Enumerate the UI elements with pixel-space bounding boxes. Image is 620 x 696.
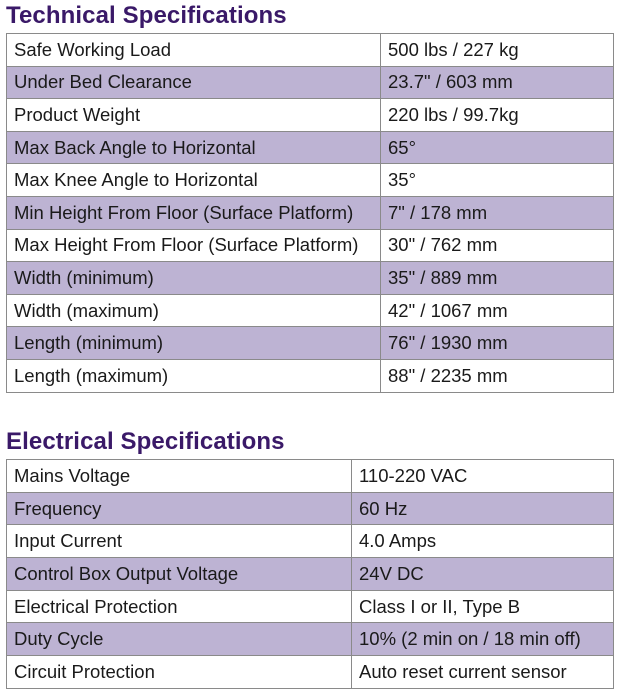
spec-value: 10% (2 min on / 18 min off) xyxy=(352,623,614,656)
table-row xyxy=(7,294,614,327)
spec-value: 42" / 1067 mm xyxy=(381,294,614,327)
spec-value: 60 Hz xyxy=(352,492,614,525)
table-row xyxy=(7,229,614,262)
spec-value: 220 lbs / 99.7kg xyxy=(381,99,614,132)
spec-label: Length (minimum) xyxy=(7,327,381,360)
spec-label: Frequency xyxy=(7,492,352,525)
spec-label: Circuit Protection xyxy=(7,656,352,689)
spec-label: Electrical Protection xyxy=(7,590,352,623)
spec-label: Product Weight xyxy=(7,99,381,132)
electrical-specs-table xyxy=(6,459,614,689)
spec-value: 30" / 762 mm xyxy=(381,229,614,262)
spec-value: 7" / 178 mm xyxy=(381,196,614,229)
table-row xyxy=(7,99,614,132)
table-row xyxy=(7,262,614,295)
spec-label: Min Height From Floor (Surface Platform) xyxy=(7,196,381,229)
spec-value: 35" / 889 mm xyxy=(381,262,614,295)
technical-specs-table xyxy=(6,33,614,393)
table-row xyxy=(7,590,614,623)
technical-specs-title: Technical Specifications xyxy=(6,2,287,29)
table-row xyxy=(7,623,614,656)
spec-value: Class I or II, Type B xyxy=(352,590,614,623)
spec-value: 23.7" / 603 mm xyxy=(381,66,614,99)
spec-label: Width (minimum) xyxy=(7,262,381,295)
spec-value: 76" / 1930 mm xyxy=(381,327,614,360)
table-row xyxy=(7,164,614,197)
spec-value: 24V DC xyxy=(352,558,614,591)
table-row xyxy=(7,359,614,392)
spec-value: 500 lbs / 227 kg xyxy=(381,34,614,67)
spec-label: Max Back Angle to Horizontal xyxy=(7,131,381,164)
spec-label: Mains Voltage xyxy=(7,460,352,493)
spec-label: Duty Cycle xyxy=(7,623,352,656)
spec-value: 35° xyxy=(381,164,614,197)
table-row xyxy=(7,492,614,525)
table-row xyxy=(7,34,614,67)
spec-label: Length (maximum) xyxy=(7,359,381,392)
spec-value: 110-220 VAC xyxy=(352,460,614,493)
spec-value: 4.0 Amps xyxy=(352,525,614,558)
spec-label: Max Knee Angle to Horizontal xyxy=(7,164,381,197)
spec-label: Safe Working Load xyxy=(7,34,381,67)
spec-value: 88" / 2235 mm xyxy=(381,359,614,392)
table-row xyxy=(7,196,614,229)
spec-label: Max Height From Floor (Surface Platform) xyxy=(7,229,381,262)
spec-label: Control Box Output Voltage xyxy=(7,558,352,591)
spec-value: 65° xyxy=(381,131,614,164)
table-row xyxy=(7,460,614,493)
spec-label: Under Bed Clearance xyxy=(7,66,381,99)
table-row xyxy=(7,66,614,99)
spec-label: Input Current xyxy=(7,525,352,558)
table-row xyxy=(7,558,614,591)
table-row xyxy=(7,525,614,558)
spec-value: Auto reset current sensor xyxy=(352,656,614,689)
table-row xyxy=(7,131,614,164)
table-row xyxy=(7,656,614,689)
spec-label: Width (maximum) xyxy=(7,294,381,327)
electrical-specs-title: Electrical Specifications xyxy=(6,428,285,455)
table-row xyxy=(7,327,614,360)
